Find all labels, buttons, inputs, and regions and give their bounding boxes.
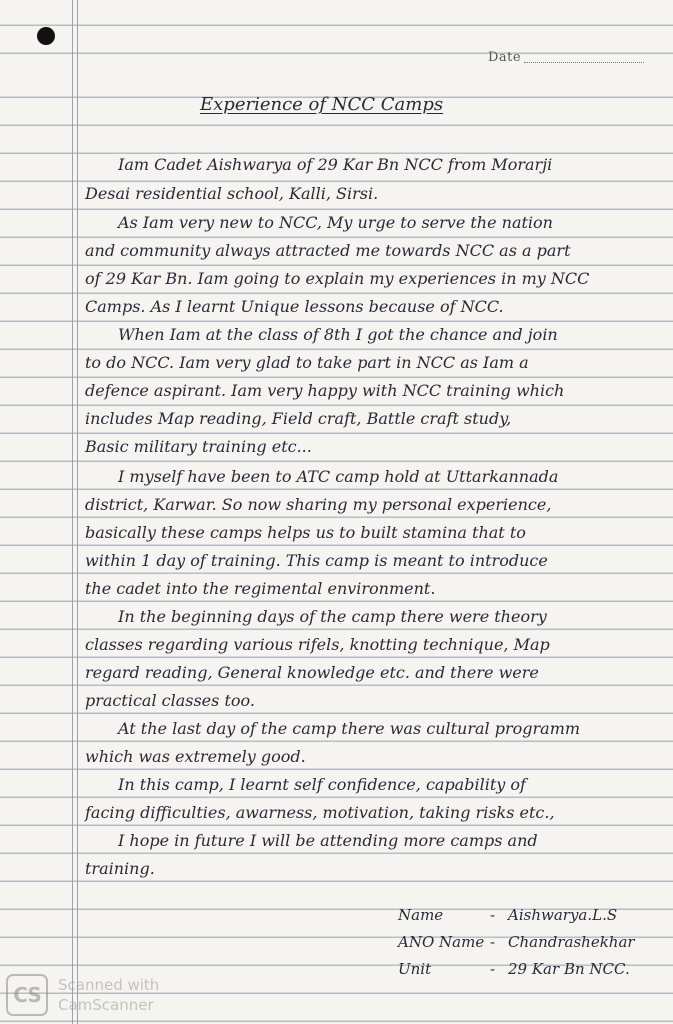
signature-separator: -: [490, 960, 496, 978]
signature-key: ANO Name: [398, 933, 485, 951]
signature-separator: -: [490, 906, 496, 924]
body-line: I hope in future I will be attending more camps and: [118, 831, 538, 850]
body-line: and community always attracted me towards NCC as a part: [85, 241, 571, 260]
signature-separator: -: [490, 933, 496, 951]
body-line: When Iam at the class of 8th I got the chance and join: [118, 325, 558, 344]
body-line: within 1 day of training. This camp is meant to introduce: [85, 551, 548, 570]
body-line: of 29 Kar Bn. Iam going to explain my experiences in my NCC: [85, 269, 590, 288]
body-line: Desai residential school, Kalli, Sirsi.: [85, 184, 379, 203]
body-line: facing difficulties, awarness, motivation, taking risks etc.,: [85, 803, 555, 822]
signature-block: [398, 902, 658, 983]
date-field-line: [524, 62, 644, 63]
punch-hole: [37, 27, 55, 45]
body-line: to do NCC. Iam very glad to take part in NCC as Iam a: [85, 353, 529, 372]
body-line: classes regarding various rifels, knotting technique, Map: [85, 635, 550, 654]
body-line: which was extremely good.: [85, 747, 306, 766]
body-line: In this camp, I learnt self confidence, capability of: [118, 775, 526, 794]
body-line: includes Map reading, Field craft, Battle craft study,: [85, 409, 512, 428]
body-line: Camps. As I learnt Unique lessons because of NCC.: [85, 297, 504, 316]
camscanner-logo-icon: CS: [6, 974, 48, 1016]
date-label: Date: [488, 50, 522, 65]
watermark-line-2: CamScanner: [58, 996, 154, 1014]
signature-key: Unit: [398, 960, 432, 978]
body-line: At the last day of the camp there was cultural programm: [118, 719, 581, 738]
camscanner-watermark: [6, 974, 206, 1018]
body-line: training.: [85, 859, 155, 878]
body-line: district, Karwar. So now sharing my personal experience,: [85, 495, 552, 514]
body-line: defence aspirant. Iam very happy with NCC training which: [85, 381, 565, 400]
signature-value: 29 Kar Bn NCC.: [508, 960, 630, 978]
body-line: basically these camps helps us to built stamina that to: [85, 523, 526, 542]
signature-row: [398, 956, 658, 983]
signature-key: Name: [398, 906, 444, 924]
body-line: regard reading, General knowledge etc. and there were: [85, 663, 539, 682]
body-line: practical classes too.: [85, 691, 255, 710]
body-line: In the beginning days of the camp there were theory: [118, 607, 547, 626]
body-line: Iam Cadet Aishwarya of 29 Kar Bn NCC from Morarji: [118, 155, 553, 174]
signature-row: [398, 902, 658, 929]
body-line: As Iam very new to NCC, My urge to serve the nation: [118, 213, 553, 232]
body-line: I myself have been to ATC camp hold at Uttarkannada: [118, 467, 559, 486]
watermark-line-1: Scanned with: [58, 976, 160, 994]
signature-value: Chandrashekhar: [508, 933, 635, 951]
signature-value: Aishwarya.L.S: [508, 906, 618, 924]
body-line: the cadet into the regimental environment.: [85, 579, 436, 598]
body-line: Basic military training etc...: [85, 437, 312, 456]
page-title: Experience of NCC Camps: [200, 94, 444, 115]
signature-row: [398, 929, 658, 956]
